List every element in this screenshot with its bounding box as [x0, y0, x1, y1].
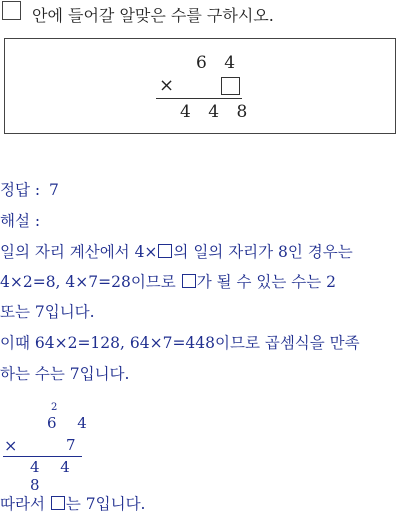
explanation-line-3: 또는 7입니다.	[0, 303, 95, 321]
conclusion-line	[0, 492, 145, 514]
product: 4 4 8	[180, 102, 254, 122]
solution-product: 4 4 8	[30, 458, 78, 494]
problem-box	[4, 38, 396, 134]
conclusion-a: 따라서	[0, 495, 45, 513]
blank-box-icon	[182, 274, 196, 288]
explanation-line-2	[0, 270, 336, 292]
explanation-line-2b: 가 될 수 있는 수는 2	[196, 273, 337, 291]
conclusion-b: 는 7입니다.	[65, 495, 146, 513]
explanation-line-1a: 일의 자리 계산에서 4×	[0, 243, 158, 261]
blank-box-icon	[51, 496, 65, 510]
explanation-label: 해설 :	[0, 212, 41, 230]
answer-label: 정답 :	[0, 181, 41, 199]
carry-digit: 2	[51, 402, 58, 413]
problem-rule	[156, 98, 242, 99]
multiplier-blank-box	[221, 77, 240, 95]
multiplicand: 6 4	[196, 53, 242, 73]
blank-box-icon	[158, 244, 172, 258]
explanation-line-2a: 4×2=8, 4×7=28이므로	[0, 273, 176, 291]
solution-rule	[3, 456, 82, 457]
explanation-line-5: 하는 수는 7입니다.	[0, 365, 130, 383]
explanation-line-1b: 의 일의 자리가 8인 경우는	[173, 243, 353, 261]
answer-value: 7	[49, 181, 59, 199]
explanation-line-4: 이때 64×2=128, 64×7=448이므로 곱셈식을 만족	[0, 334, 360, 352]
solution-multiplication	[0, 398, 100, 494]
explanation-line-1	[0, 240, 353, 262]
answer-blank-box	[2, 1, 21, 20]
question-text: 안에 들어갈 알맞은 수를 구하시오.	[32, 6, 274, 25]
solution-multiplier: 7	[66, 436, 84, 454]
times-sign: ×	[159, 75, 175, 96]
solution-times-sign: ×	[4, 436, 18, 455]
answer-line	[0, 178, 59, 200]
solution-multiplicand: 6 4	[47, 414, 95, 432]
